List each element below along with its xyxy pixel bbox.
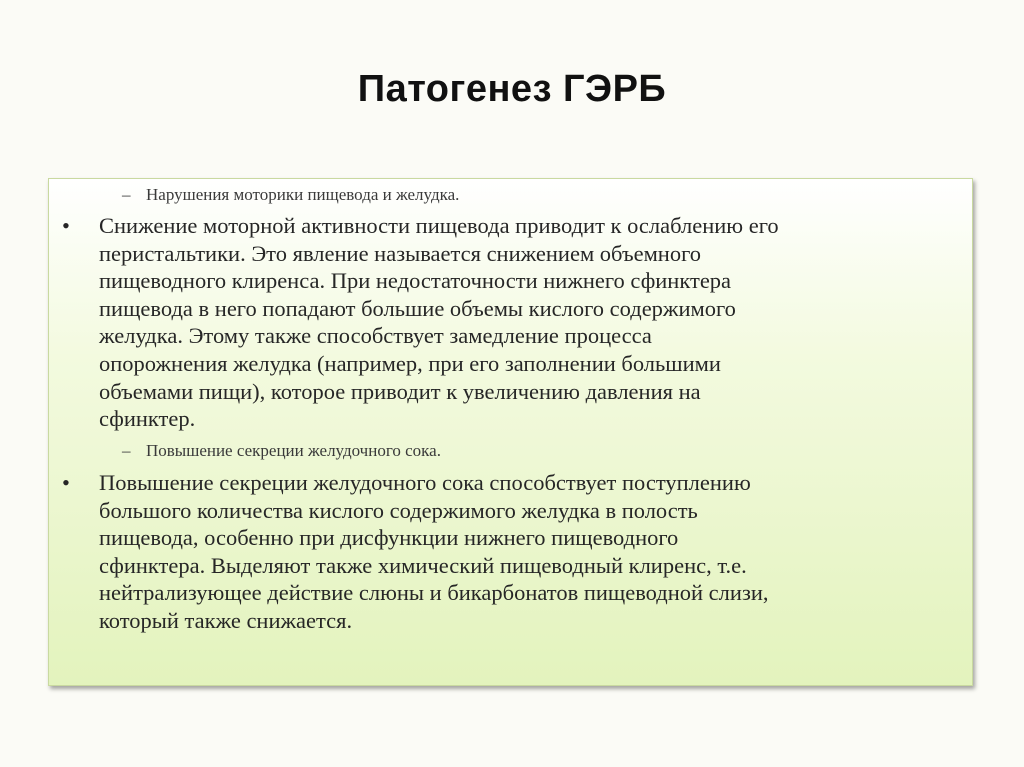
dash-marker: –: [122, 185, 131, 204]
content-box: [48, 178, 973, 686]
text-line: пищевода в него попадают большие объемы кислого содержимого: [99, 295, 736, 321]
text-line: большого количества кислого содержимого желудка в полость: [99, 497, 698, 523]
text-line: перистальтики. Это явление называется снижением объемного: [99, 240, 702, 266]
slide-title: Патогенез ГЭРБ: [357, 68, 667, 110]
bullet-item-text: [99, 212, 969, 433]
text-line: сфинктер.: [99, 406, 196, 432]
sub-item-text: Повышение секреции желудочного сока.: [146, 441, 441, 460]
text-line: нейтрализующее действие слюны и бикарбонатов пищеводной слизи,: [99, 580, 769, 606]
text-line: желудка. Этому также способствует замедление процесса: [99, 323, 652, 349]
bullet-item-text: [99, 469, 969, 635]
text-line: сфинктера. Выделяют также химический пищеводный клиренс, т.е.: [99, 552, 747, 578]
text-line: пищевода, особенно при дисфункции нижнего пищеводного: [99, 525, 679, 551]
text-line: который также снижается.: [99, 607, 353, 633]
bullet-marker: •: [62, 213, 70, 238]
bullet-marker: •: [62, 470, 70, 495]
text-line: опорожнения желудка (например, при его заполнении большими: [99, 350, 721, 376]
text-line: Повышение секреции желудочного сока способствует поступлению: [99, 470, 751, 495]
text-line: пищеводного клиренса. При недостаточности нижнего сфинктера: [99, 268, 732, 294]
sub-item-text: Нарушения моторики пищевода и желудка.: [146, 185, 460, 204]
text-line: Снижение моторной активности пищевода приводит к ослаблению его: [99, 213, 779, 238]
text-line: объемами пищи), которое приводит к увеличению давления на: [99, 378, 701, 404]
dash-marker: –: [122, 441, 131, 460]
